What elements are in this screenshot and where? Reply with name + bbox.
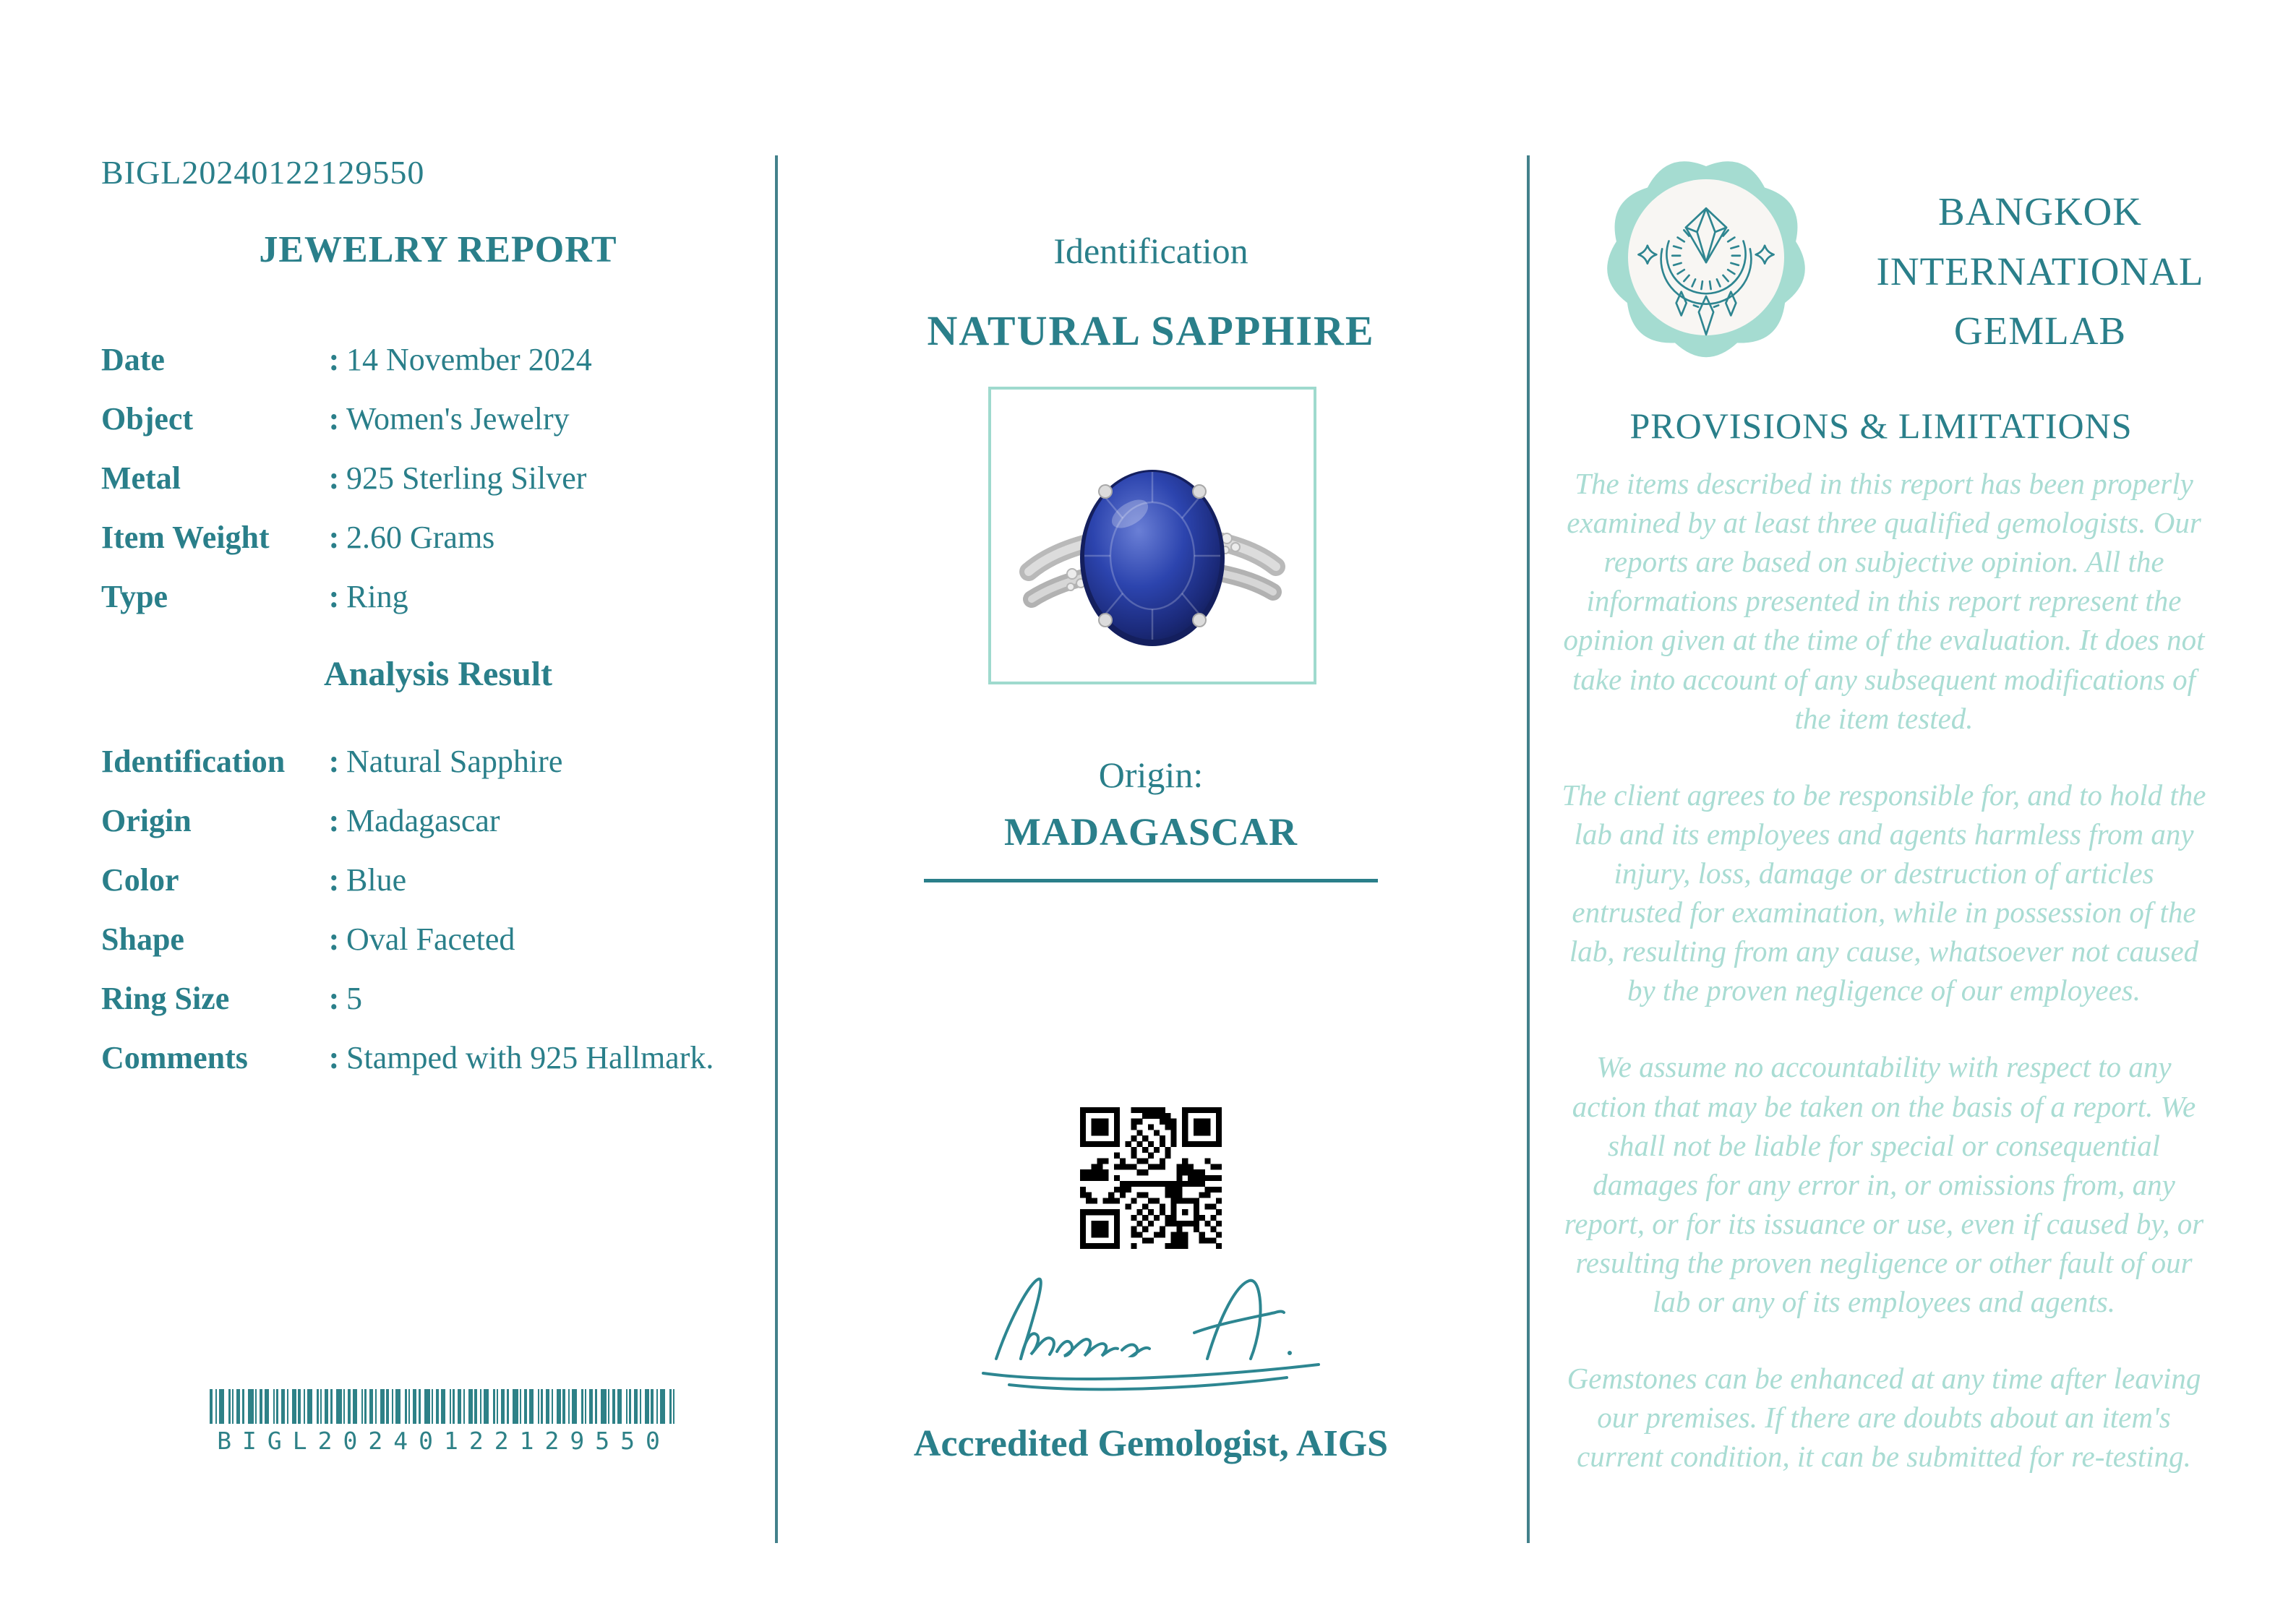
lab-name: BANGKOK INTERNATIONAL GEMLAB (1876, 189, 2204, 353)
origin-underline (924, 879, 1378, 882)
field-label: Origin (101, 803, 192, 838)
provisions-paragraphs (1559, 464, 2209, 1514)
identification-section-title: Identification (1053, 231, 1248, 271)
origin-value: MADAGASCAR (1004, 810, 1298, 854)
item-details-table (101, 340, 775, 636)
table-row (101, 742, 775, 782)
gem-name: NATURAL SAPPHIRE (927, 307, 1375, 354)
table-row (101, 801, 775, 841)
barcode (210, 1389, 678, 1455)
table-row (101, 458, 775, 499)
analysis-result-title: Analysis Result (323, 655, 553, 693)
gemologist-signature (948, 1263, 1353, 1401)
qr-code (1080, 1107, 1222, 1249)
field-value: 2.60 Grams (346, 520, 495, 555)
report-number: BIGL20240122129550 (101, 154, 425, 191)
provision-paragraph: The items described in this report has been properly examined by at least three qualified gemologists. Our reports are based on subjective opinion. All the informations presented in this report represent the opinion given at the time of the evaluation. It does not take into account of any subsequent modifications of the item tested. (1563, 467, 2205, 735)
field-colon: : (328, 342, 340, 377)
field-label: Metal (101, 460, 181, 496)
table-row (101, 517, 775, 558)
field-label: Shape (101, 921, 184, 957)
field-value: 925 Sterling Silver (346, 460, 587, 496)
field-colon: : (328, 803, 340, 838)
report-title: JEWELRY REPORT (259, 229, 617, 270)
analysis-result-table (101, 742, 775, 1097)
gemologist-credential: Accredited Gemologist, AIGS (913, 1423, 1389, 1464)
field-label: Ring Size (101, 981, 230, 1016)
field-value: 5 (346, 981, 362, 1016)
barcode-icon (210, 1389, 678, 1424)
table-row (101, 340, 775, 380)
table-row (101, 577, 775, 617)
table-row (101, 979, 775, 1019)
table-row (101, 399, 775, 439)
handwritten-signature-icon (948, 1263, 1353, 1401)
field-colon: : (328, 579, 340, 614)
field-colon: : (328, 981, 340, 1016)
gem-photo-frame (988, 387, 1316, 684)
field-label: Date (101, 342, 165, 377)
field-label: Item Weight (101, 520, 270, 555)
qr-code-icon (1080, 1107, 1222, 1249)
field-label: Object (101, 401, 194, 437)
field-value: Oval Faceted (346, 921, 515, 957)
field-colon: : (328, 520, 340, 555)
field-colon: : (328, 862, 340, 898)
table-row (101, 860, 775, 901)
field-value: Stamped with 925 Hallmark. (346, 1040, 714, 1075)
barcode-text: BIGL20240122129550 (217, 1427, 671, 1455)
origin-label: Origin: (1098, 755, 1204, 795)
provisions-title: PROVISIONS & LIMITATIONS (1629, 405, 2133, 446)
field-label: Identification (101, 744, 286, 779)
table-row (101, 919, 775, 960)
gemlab-seal-logo (1606, 153, 1806, 361)
gem-crescent-seal-icon (1606, 153, 1806, 361)
provision-paragraph: We assume no accountability with respect to any action that may be taken on the basis of a report. We shall not be liable for special or consequential damages for any error in, or omissions from, any report, or for its issuance or use, even if caused by, or resulting the proven negligence or other fault of our lab or any of its employees and agents. (1564, 1050, 2204, 1319)
field-value: Natural Sapphire (346, 744, 563, 779)
provision-paragraph: Gemstones can be enhanced at any time after leaving our premises. If there are doubts about an item's current condition, it can be submitted for re-testing. (1567, 1362, 2201, 1474)
column-divider-right (1527, 155, 1530, 1543)
field-label: Type (101, 579, 168, 614)
field-colon: : (328, 401, 340, 437)
sapphire-ring-photo (991, 390, 1314, 682)
field-colon: : (328, 1040, 340, 1075)
table-row (101, 1038, 775, 1078)
field-value: Ring (346, 579, 408, 614)
field-value: Blue (346, 862, 407, 898)
provision-paragraph: The client agrees to be responsible for, and to hold the lab and its employees and agents harmless from any injury, loss, damage or destruction of articles entrusted for examination, while in possession of the lab, resulting from any cause, whatsoever not caused by the proven negligence of our employees. (1562, 778, 2206, 1008)
field-value: 14 November 2024 (346, 342, 592, 377)
field-label: Color (101, 862, 179, 898)
field-colon: : (328, 921, 340, 957)
field-colon: : (328, 460, 340, 496)
field-colon: : (328, 744, 340, 779)
field-value: Women's Jewelry (346, 401, 570, 437)
field-label: Comments (101, 1040, 248, 1075)
field-value: Madagascar (346, 803, 500, 838)
